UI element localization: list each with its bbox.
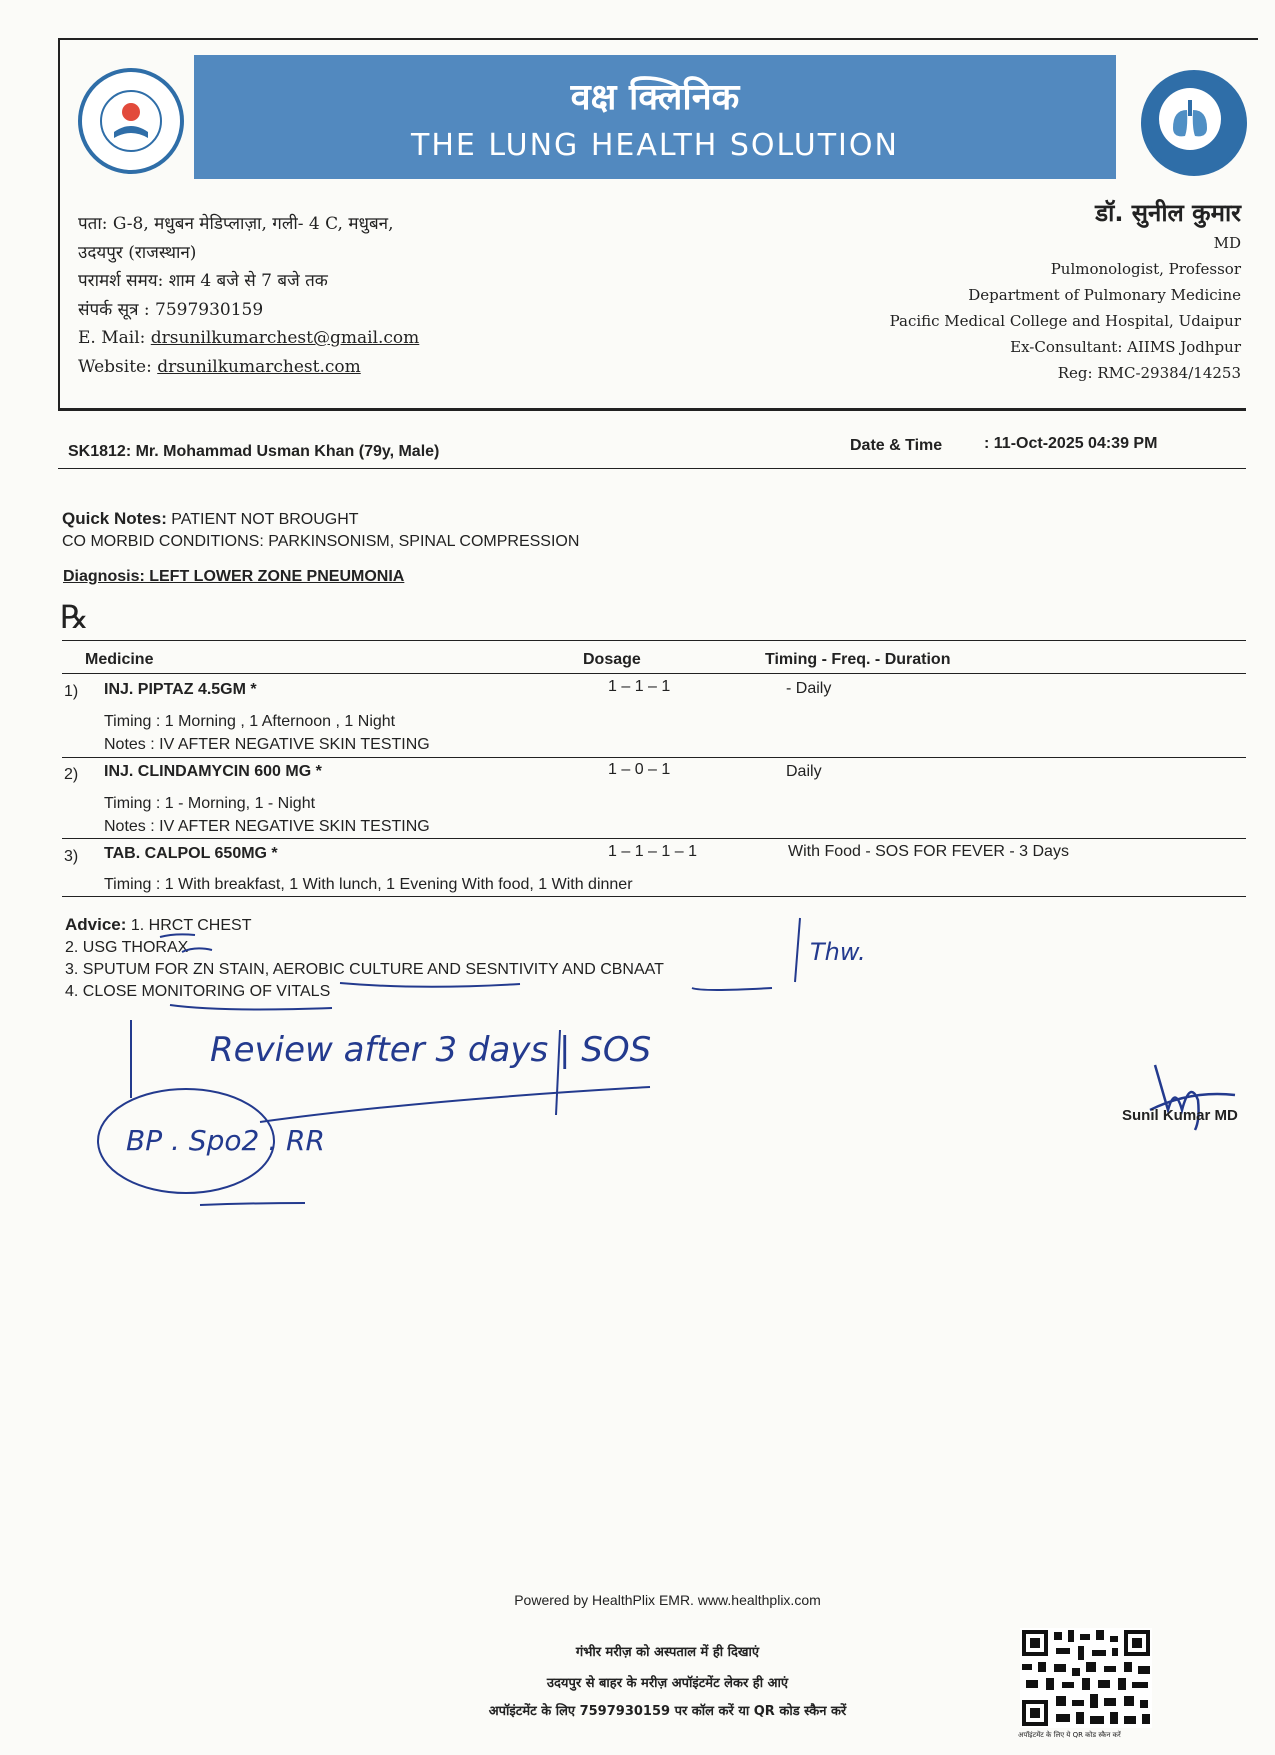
row3-timing: With Food - SOS FOR FEVER - 3 Days	[788, 843, 1069, 860]
row1-medicine: INJ. PIPTAZ 4.5GM *	[104, 681, 257, 698]
doctor-department: Department of Pulmonary Medicine	[968, 286, 1241, 304]
row3-medicine: TAB. CALPOL 650MG *	[104, 845, 278, 862]
advice-item-1: 1. HRCT CHEST	[126, 917, 252, 934]
handwritten-margin-note: Thw.	[810, 938, 866, 966]
powered-by: Powered by HealthPlix EMR. www.healthplix.com	[514, 1592, 821, 1608]
address-city: उदयपुर (राजस्थान)	[78, 242, 197, 263]
quick-notes-text: PATIENT NOT BROUGHT	[166, 511, 359, 528]
row3-timing-detail: Timing : 1 With breakfast, 1 With lunch, 1 Evening With food, 1 With dinner	[104, 876, 633, 893]
website-link[interactable]: drsunilkumarchest.com	[157, 356, 361, 377]
row1-timing-detail: Timing : 1 Morning , 1 Afternoon , 1 Night	[104, 713, 396, 730]
advice-item-2: 2. USG THORAX	[65, 939, 189, 956]
row1-dosage: 1 – 1 – 1	[608, 678, 671, 695]
advice-label: Advice:	[65, 915, 127, 934]
patient-name: SK1812: Mr. Mohammad Usman Khan (79y, Male)	[68, 443, 440, 460]
signature-name: Sunil Kumar MD	[1122, 1107, 1238, 1124]
quick-notes-label: Quick Notes:	[62, 509, 167, 528]
row2-number: 2)	[64, 766, 79, 783]
row2-dosage: 1 – 0 – 1	[608, 761, 671, 778]
doctor-degree: MD	[1213, 234, 1241, 252]
row2-timing-detail: Timing : 1 - Morning, 1 - Night	[104, 795, 316, 812]
contact-number: संपर्क सूत्र : 7597930159	[78, 299, 264, 320]
row2-medicine: INJ. CLINDAMYCIN 600 MG *	[104, 763, 322, 780]
email-link[interactable]: drsunilkumarchest@gmail.com	[150, 328, 420, 348]
footer-note-3: अपॉइंटमेंट के लिए 7597930159 पर कॉल करें या QR कोड स्कैन करें	[488, 1704, 847, 1719]
advice-item-3: 3. SPUTUM FOR ZN STAIN, AEROBIC CULTURE AND SESNTIVITY AND CBNAAT	[65, 961, 664, 978]
doctor-college: Pacific Medical College and Hospital, Udaipur	[889, 312, 1241, 330]
comorbid-conditions: CO MORBID CONDITIONS: PARKINSONISM, SPINAL COMPRESSION	[62, 533, 580, 550]
handwritten-vitals-note: BP . Spo2 . RR	[126, 1124, 325, 1157]
row1-timing: - Daily	[786, 680, 832, 697]
row3-number: 3)	[64, 848, 79, 865]
consultation-time: परामर्श समय: शाम 4 बजे से 7 बजे तक	[78, 271, 328, 291]
rx-symbol: ℞	[60, 598, 89, 636]
footer-note-2: उदयपुर से बाहर के मरीज़ अपॉइंटमेंट लेकर ही आएं	[546, 1676, 789, 1691]
doctor-title: Pulmonologist, Professor	[1050, 260, 1241, 278]
email-row: E. Mail: drsunilkumarchest@gmail.com	[78, 328, 420, 348]
header-medicine: Medicine	[85, 651, 154, 668]
header-dosage: Dosage	[583, 651, 641, 668]
datetime-value: : 11-Oct-2025 04:39 PM	[984, 435, 1158, 452]
qr-caption: अपॉइंटमेंट के लिए ये QR कोड स्कैन करें	[1018, 1731, 1121, 1739]
footer-note-1: गंभीर मरीज़ को अस्पताल में ही दिखाएं	[575, 1645, 760, 1660]
datetime-label: Date & Time	[850, 437, 943, 454]
address-line: पता: G-8, मधुबन मेडिप्लाज़ा, गली- 4 C, मधुबन,	[78, 214, 394, 234]
row2-timing: Daily	[786, 763, 822, 780]
clinic-name-english: THE LUNG HEALTH SOLUTION	[411, 128, 899, 163]
header-timing: Timing - Freq. - Duration	[765, 651, 951, 668]
doctor-ex-consultant: Ex-Consultant: AIIMS Jodhpur	[1010, 338, 1241, 356]
handwritten-review-note: Review after 3 days | SOS	[210, 1030, 652, 1070]
row1-number: 1)	[64, 683, 79, 700]
diagnosis: Diagnosis: LEFT LOWER ZONE PNEUMONIA	[63, 568, 405, 585]
clinic-name-hindi: वक्ष क्लिनिक	[570, 77, 740, 118]
doctor-name: डॉ. सुनील कुमार	[1095, 199, 1241, 227]
row2-notes: Notes : IV AFTER NEGATIVE SKIN TESTING	[104, 818, 430, 835]
row3-dosage: 1 – 1 – 1 – 1	[608, 843, 697, 860]
website-row: Website: drsunilkumarchest.com	[78, 356, 361, 377]
row1-notes: Notes : IV AFTER NEGATIVE SKIN TESTING	[104, 736, 430, 753]
advice-item-4: 4. CLOSE MONITORING OF VITALS	[65, 983, 331, 1000]
doctor-registration: Reg: RMC-29384/14253	[1057, 364, 1241, 382]
appointment-qr-icon[interactable]	[1020, 1628, 1152, 1728]
